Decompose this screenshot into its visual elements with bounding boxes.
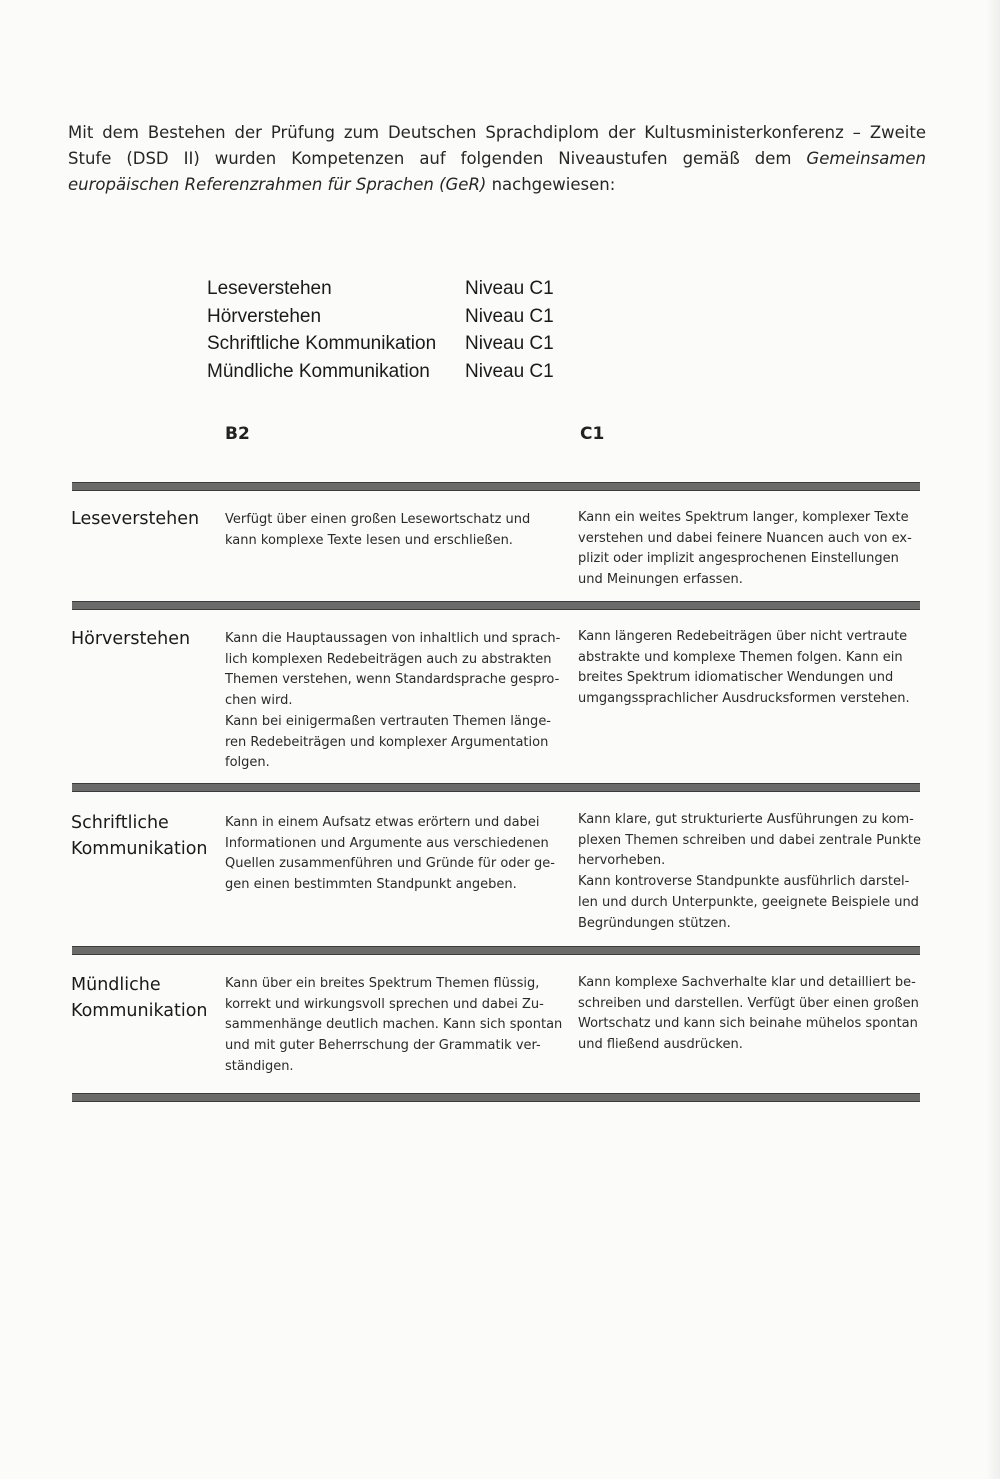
table-divider [72,946,920,955]
row-label-hoerverstehen: Hörverstehen [71,629,191,649]
intro-paragraph [68,120,926,198]
cell-b2-hoerverstehen: Kann die Hauptaussagen von inhaltlich und sprach- lich komplexen Redebeiträgen auch zu abstrakten Themen verstehen, wenn Standardsprache gespro- chen wird. Kann bei einigermaßen vertrauten Themen länge- ren Redebeiträgen und komplexer Argumentation folgen. [225,631,561,771]
table-divider [72,783,920,792]
row-label-schriftliche-kommunikation: Schriftliche Kommunikation [71,813,208,859]
intro-text-start: Mit dem Bestehen der Prüfung zum Deutschen Sprachdiplom der Kultusministerkonferenz – Zweite Stufe (DSD II) wurden Kompetenzen auf folgenden Niveaustufen gemäß dem [68,123,926,168]
cell-c1-hoerverstehen: Kann längeren Redebeiträgen über nicht vertraute abstrakte und komplexe Themen folgen. Kann ein breites Spektrum idiomatischer Wendungen und umgangssprachlicher Ausdrucksformen verstehen. [578,629,910,707]
cell-c1-muendliche-kommunikation: Kann komplexe Sachverhalte klar und detailliert be- schreiben und darstellen. Verfügt über einen großen Wortschatz und kann sich beinahe mühelos spontan und fließend ausdrücken. [578,975,919,1053]
table-divider [72,482,920,491]
row-label-muendliche-kommunikation: Mündliche Kommunikation [71,975,208,1021]
cell-b2-leseverstehen: Verfügt über einen großen Lesewortschatz und kann komplexe Texte lesen und erschließen. [225,512,531,548]
column-header-b2: B2 [225,424,250,444]
row-label-leseverstehen: Leseverstehen [71,509,200,529]
level-row [207,278,607,306]
level-value: Niveau C1 [465,278,554,299]
page-edge-shadow [986,0,1000,1479]
level-skill: Schriftliche Kommunikation [207,333,437,354]
level-value: Niveau C1 [465,333,554,354]
level-skill: Leseverstehen [207,278,332,299]
intro-text-end: nachgewiesen: [486,175,616,194]
cell-c1-schriftliche-kommunikation: Kann klare, gut strukturierte Ausführungen zu kom- plexen Themen schreiben und dabei zentrale Punkte hervorheben. Kann kontroverse Standpunkte ausführlich darstel- len und durch Unterpunkte, geeignete Beispiele und Begründungen stützen. [578,812,921,931]
level-skill: Mündliche Kommunikation [207,361,430,382]
cell-b2-schriftliche-kommunikation: Kann in einem Aufsatz etwas erörtern und dabei Informationen und Argumente aus verschiedenen Quellen zusammenführen und Gründe für oder ge- gen einen bestimmten Standpunkt angeben. [225,815,555,893]
cell-b2-muendliche-kommunikation: Kann über ein breites Spektrum Themen flüssig, korrekt und wirkungsvoll sprechen und dabei Zu- sammenhänge deutlich machen. Kann sich spontan und mit guter Beherrschung der Grammatik ver- ständigen. [225,976,563,1074]
level-row [207,306,607,334]
level-row [207,333,607,361]
level-value: Niveau C1 [465,305,554,327]
cell-c1-leseverstehen: Kann ein weites Spektrum langer, komplexer Texte verstehen und dabei feinere Nuancen auch von ex- plizit oder implizit angesprochenen Einstellungen und Meinungen erfassen. [578,510,912,588]
column-header-c1: C1 [580,424,605,444]
intro-framework-name: Gemeinsamen europäischen Referenzrahmen für Sprachen (GeR) [68,149,926,194]
level-row [207,361,607,389]
level-summary [207,278,607,389]
table-divider [72,601,920,610]
level-value: Niveau C1 [465,361,554,382]
level-skill: Hörverstehen [207,305,322,327]
table-divider [72,1093,920,1102]
